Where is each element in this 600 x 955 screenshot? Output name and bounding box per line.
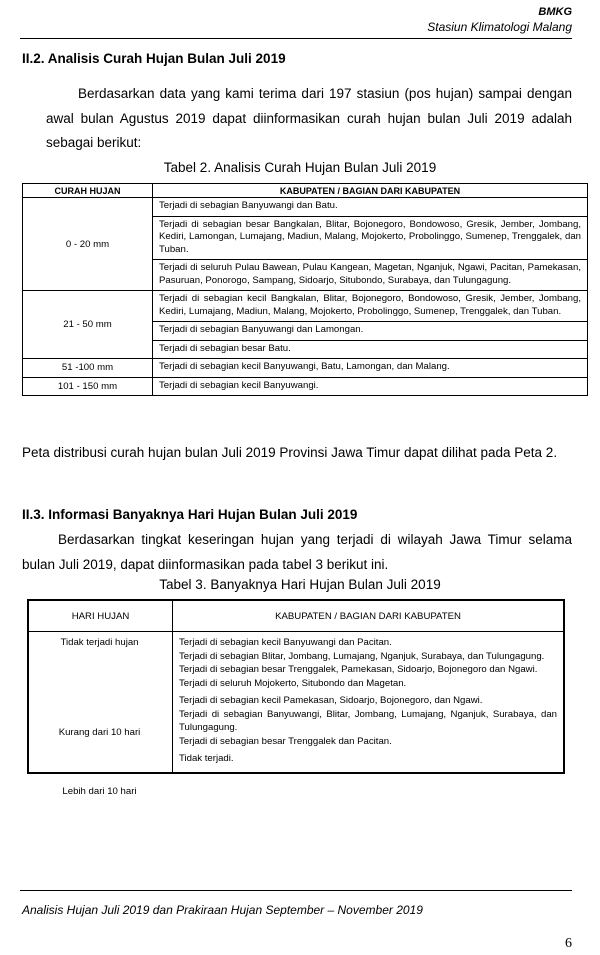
range-cell: 0 - 20 mm: [23, 198, 153, 291]
kabupaten-cell: Terjadi di sebagian Banyuwangi dan Batu.: [153, 198, 588, 217]
range-cell: 21 - 50 mm: [23, 291, 153, 359]
kabupaten-cell: [173, 632, 565, 773]
range-cell: 51 -100 mm: [23, 359, 153, 378]
kabupaten-cell: Terjadi di sebagian besar Batu.: [153, 340, 588, 359]
header-subtitle: Stasiun Klimatologi Malang: [427, 20, 572, 34]
kabupaten-cell: Terjadi di sebagian kecil Bangkalan, Blitar, Bojonegoro, Bondowoso, Gresik, Jember, Jombang, Kediri, Lumajang, Madiun, Malang, Mojokerto, Probolinggo, Sumenep, Trenggalek, dan Tuban.: [153, 291, 588, 322]
table-row: [23, 377, 588, 396]
section-2-after-table: Peta distribusi curah hujan bulan Juli 2019 Provinsi Jawa Timur dapat dilihat pada Peta 2.: [22, 445, 558, 460]
table-3-line: Terjadi di sebagian Blitar, Jombang, Lumajang, Nganjuk, Surabaya, dan Tulungagung.: [179, 650, 545, 662]
table-row: [28, 632, 564, 773]
footer-text: Analisis Hujan Juli 2019 dan Prakiraan Hujan September – November 2019: [22, 903, 423, 917]
footer-divider: [20, 890, 572, 891]
table-2-header-curah-hujan: CURAH HUJAN: [23, 184, 153, 198]
table-3-header-kabupaten: KABUPATEN / BAGIAN DARI KABUPATEN: [173, 600, 565, 632]
category-kurang-dari-10-hari: Kurang dari 10 hari: [58, 727, 141, 738]
section-3-title: II.3. Informasi Banyaknya Hari Hujan Bulan Juli 2019: [22, 507, 358, 522]
table-row: [23, 291, 588, 322]
table-3-header-hari-hujan: HARI HUJAN: [28, 600, 173, 632]
table-3-line: Terjadi di sebagian besar Trenggalek dan Pacitan.: [179, 735, 392, 747]
table-3: [27, 599, 565, 797]
table-row: [23, 359, 588, 378]
table-row: [23, 198, 588, 217]
category-tidak-terjadi-hujan: Tidak terjadi hujan: [60, 637, 139, 648]
table-2-caption: Tabel 2. Analisis Curah Hujan Bulan Juli 2019: [163, 160, 437, 175]
table-3-line: Terjadi di sebagian besar Trenggalek, Pamekasan, Sidoarjo, Bojonegoro dan Ngawi.: [179, 664, 538, 675]
kabupaten-cell: Terjadi di sebagian kecil Banyuwangi, Batu, Lamongan, dan Malang.: [153, 359, 588, 378]
kabupaten-cell: Terjadi di sebagian besar Bangkalan, Blitar, Bojonegoro, Bondowoso, Gresik, Jember, Jombang, Kediri, Lamongan, Lumajang, Madiun, Malang, Mojokerto, Probolinggo, Sumenep, Trenggalek, dan Tuban.: [153, 216, 588, 260]
table-2: [22, 183, 588, 396]
table-3-line: Terjadi di sebagian kecil Banyuwangi dan Pacitan.: [179, 637, 392, 648]
table-3-line: Terjadi di sebagian Banyuwangi, Blitar, Jombang, Lumajang, Nganjuk, Surabaya, dan Tulungagung.: [179, 708, 557, 733]
kabupaten-cell: Terjadi di sebagian kecil Banyuwangi.: [153, 377, 588, 396]
header-divider: [20, 38, 572, 39]
table-3-line: Tidak terjadi.: [179, 753, 234, 764]
table-3-line: Terjadi di sebagian kecil Pamekasan, Sidoarjo, Bojonegoro, dan Ngawi.: [179, 695, 483, 706]
kabupaten-cell: Terjadi di sebagian Banyuwangi dan Lamongan.: [153, 322, 588, 341]
table-3-line: Terjadi di seluruh Mojokerto, Situbondo dan Magetan.: [179, 677, 407, 689]
range-cell: 101 - 150 mm: [23, 377, 153, 396]
hari-hujan-cell: [28, 632, 173, 797]
section-3-paragraph: Berdasarkan tingkat keseringan hujan yang terjadi di wilayah Jawa Timur selama bulan Juli 2019, dapat diinformasikan pada tabel 3 berikut ini.: [22, 532, 572, 572]
section-2-title: II.2. Analisis Curah Hujan Bulan Juli 2019: [22, 51, 286, 66]
table-2-header-kabupaten: KABUPATEN / BAGIAN DARI KABUPATEN: [153, 184, 588, 198]
section-2-paragraph: Berdasarkan data yang kami terima dari 197 stasiun (pos hujan) sampai dengan awal bulan Agustus 2019 dapat diinformasikan curah hujan bulan Juli 2019 adalah sebagai berikut:: [46, 86, 572, 150]
page-number: 6: [565, 936, 572, 951]
header-org: BMKG: [538, 6, 572, 18]
table-3-caption: Tabel 3. Banyaknya Hari Hujan Bulan Juli 2019: [159, 577, 441, 592]
kabupaten-cell: Terjadi di seluruh Pulau Bawean, Pulau Kangean, Magetan, Nganjuk, Ngawi, Pacitan, Pamekasan, Pasuruan, Ponorogo, Sampang, Sidoarjo, Situbondo, Surabaya, dan Tulungagung.: [153, 260, 588, 291]
category-lebih-dari-10-hari: Lebih dari 10 hari: [62, 786, 137, 797]
